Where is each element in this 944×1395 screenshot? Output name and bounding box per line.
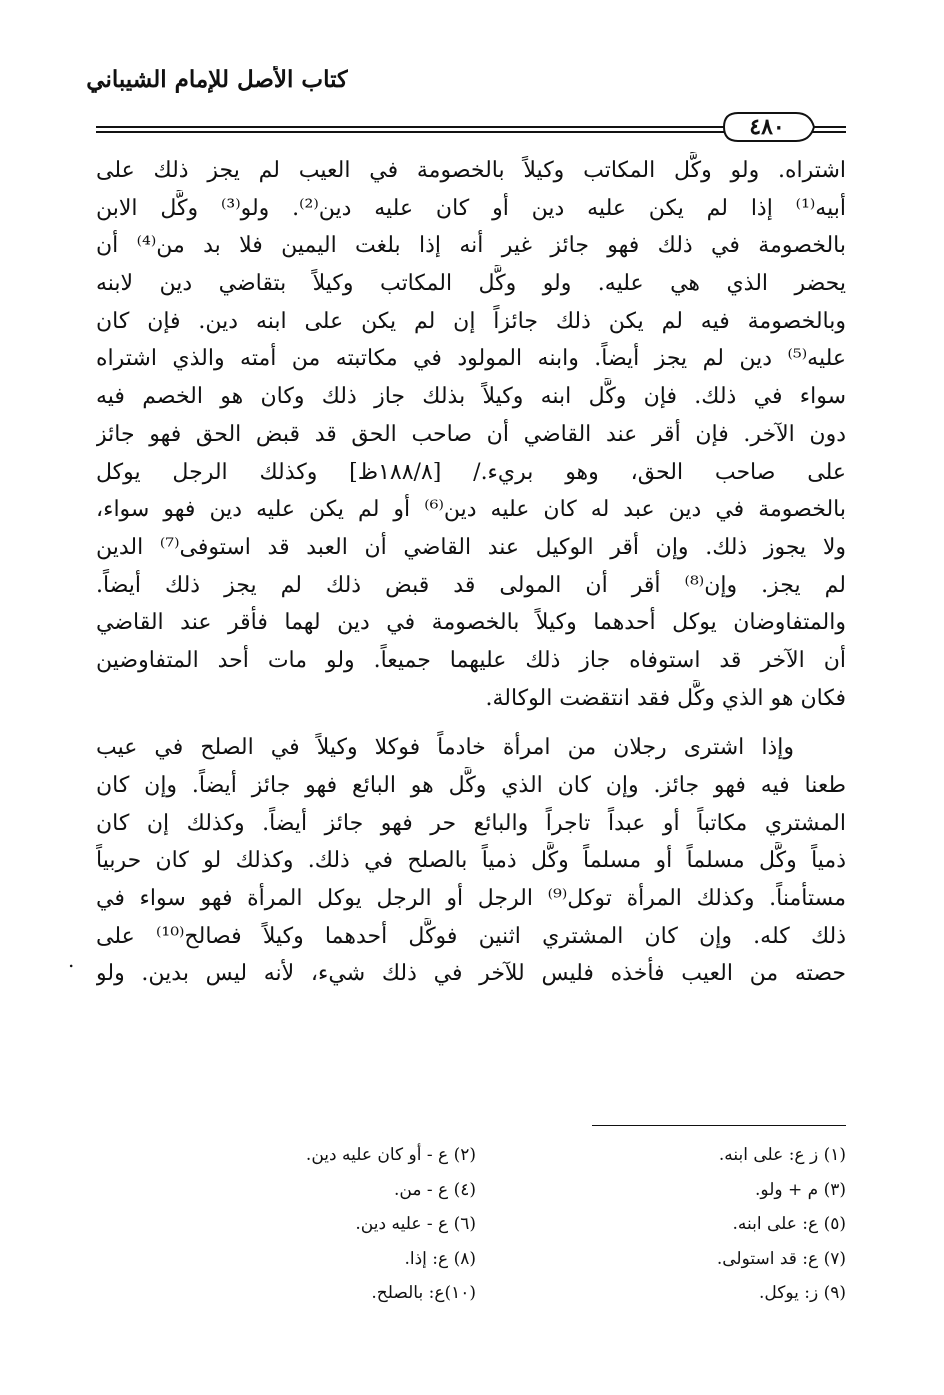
page-number-badge xyxy=(718,110,816,144)
text-line: ولا يجوز ذلك. وإن أقر الوكيل عند القاضي أن العبد قد استوفى⁽⁷⁾ الدين xyxy=(96,534,846,560)
text-line: يحضر الذي هي عليه. ولو وكَّل المكاتب وكيلاً بتقاضي دين لابنه xyxy=(96,271,846,297)
footnote-row xyxy=(96,1138,846,1173)
footnote: (٧) ع: قد استولى. xyxy=(716,1248,846,1269)
footnote: (١٠)ع: بالصلح. xyxy=(371,1283,476,1303)
running-header-title: كتاب الأصل للإمام الشيباني xyxy=(86,66,348,93)
text-line: عليه⁽⁵⁾ دين لم يجز أيضاً. وابنه المولود في مكاتبته من أمته والذي اشتراه xyxy=(96,346,846,372)
text-line: بالخصومة في دين عبد له كان عليه دين⁽⁶⁾ أو لم يكن عليه دين فهو سواء، xyxy=(96,497,846,523)
footnote: (٢) ع - أو كان عليه دين. xyxy=(305,1145,476,1165)
text-line: حصته من العيب فأخذه فليس للآخر في ذلك شيء، لأنه ليس بدين. ولو xyxy=(96,961,846,987)
text-line: لم يجز. وإن⁽⁸⁾ أقر أن المولى قد قبض ذلك لم يجز ذلك أيضاً. xyxy=(96,572,846,598)
footnote-row xyxy=(96,1242,846,1277)
text-line: دون الآخر. فإن أقر عند القاضي أن صاحب الحق قد قبض الحق فهو جائز xyxy=(96,421,846,447)
footnote: (٩) ز: يوكل. xyxy=(758,1283,846,1303)
margin-mark: . xyxy=(68,948,75,972)
text-line: أبيه⁽¹⁾ إذا لم يكن عليه دين أو كان عليه دين⁽²⁾. ولو⁽³⁾ وكَّل الابن xyxy=(96,195,846,221)
text-line: مستأمناً. وكذلك المرأة توكل⁽⁹⁾ الرجل أو الرجل يوكل المرأة فهو سواء في xyxy=(96,886,846,912)
footnote: (٨) ع: إذا. xyxy=(404,1248,476,1269)
text-line: على صاحب الحق، وهو بريء./ [١٨٨/٨ظ] وكذلك الرجل يوكل xyxy=(96,459,846,485)
text-line: والمتفاوضان يوكل أحدهما وكيلاً بالخصومة في دين لهما فأقر عند القاضي xyxy=(96,610,846,636)
footnote: (٥) ع: على ابنه. xyxy=(732,1214,846,1234)
text-line: أن الآخر قد استوفاه جاز ذلك عليهما جميعاً. ولو مات أحد المتفاوضين xyxy=(96,647,846,673)
footnotes xyxy=(96,1138,846,1311)
text-line: وإذا اشترى رجلان من امرأة خادماً فوكلا وكيلاً في الصلح في عيب xyxy=(96,735,794,761)
footnote-separator xyxy=(592,1125,846,1126)
text-line: وبالخصومة فيه لم يكن ذلك جائزاً إن لم يكن على ابنه دين. فإن كان xyxy=(96,308,846,334)
footnote-row xyxy=(96,1276,846,1311)
text-line: ذلك كله. وإن كان المشتري اثنين فوكَّل أحدهما وكيلاً فصالح⁽¹⁰⁾ على xyxy=(96,923,846,949)
footnote-row xyxy=(96,1173,846,1208)
text-line: المشتري مكاتباً أو عبداً تاجراً والبائع حر فهو جائز أيضاً. وكذلك إن كان xyxy=(96,810,846,836)
paragraph-gap xyxy=(96,717,846,729)
text-line: اشتراه. ولو وكَّل المكاتب وكيلاً بالخصومة في العيب لم يجز ذلك على xyxy=(96,158,846,183)
footnote-row xyxy=(96,1207,846,1242)
text-line: فكان هو الذي وكَّل فقد انتقضت الوكالة. xyxy=(485,685,846,711)
footnote: (٣) م + ولو. xyxy=(755,1179,846,1200)
footnote: (٦) ع - عليه دين. xyxy=(355,1214,476,1234)
main-text xyxy=(96,152,846,993)
page-number: ٤٨٠ xyxy=(749,114,785,140)
text-line: سواء في ذلك. فإن وكَّل ابنه وكيلاً بذلك جاز ذلك وكان هو الخصم فيه xyxy=(96,384,846,410)
text-line: بالخصومة في ذلك فهو جائز غير أنه إذا بلغت اليمين فلا بد من⁽⁴⁾ أن xyxy=(96,233,846,259)
footnote: (٤) ع - من. xyxy=(394,1179,476,1200)
text-line: طعنا فيه فهو جائز. وإن كان الذي وكَّل هو البائع فهو جائز أيضاً. وإن كان xyxy=(96,773,846,798)
text-line: ذمياً وكَّل مسلماً أو مسلماً وكَّل ذمياً بالصلح في ذلك. وكذلك لو كان حربياً xyxy=(96,848,846,874)
footnote: (١) ز ع: على ابنه. xyxy=(718,1145,846,1165)
